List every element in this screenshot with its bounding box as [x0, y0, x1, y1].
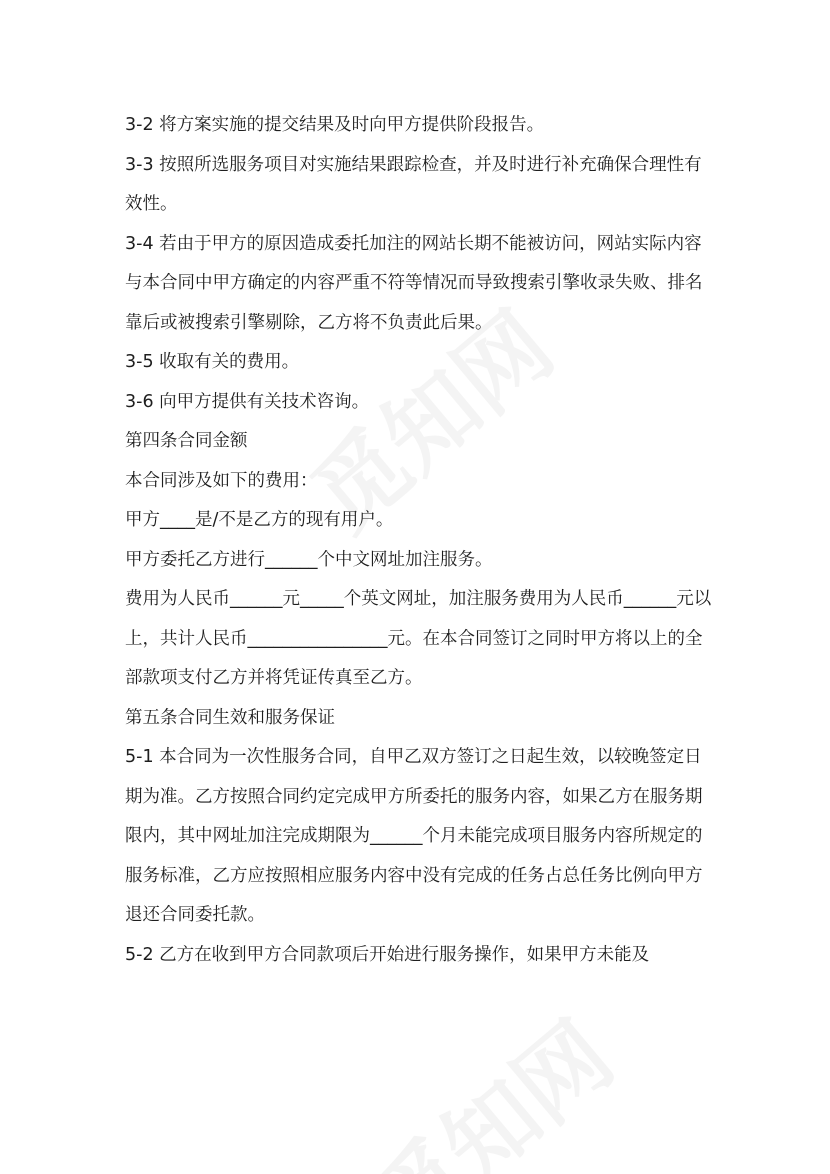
paragraph-5-2: 5-2 乙方在收到甲方合同款项后开始进行服务操作，如果甲方未能及	[125, 944, 650, 965]
paragraph-existing-user: 甲方____是/不是乙方的现有用户。	[125, 510, 394, 530]
paragraph-3-3: 3-3 按照所选服务项目对实施结果跟踪检查，并及时进行补充确保合理性有效性。	[125, 154, 702, 214]
paragraph-fee-amount: 费用为人民币______元_____个英文网址，加注服务费用为人民币______元以上，共计人民币________________元。在本合同签订之同时甲方将以上的全部款项支付乙方并将凭证传真至乙方。	[125, 589, 712, 688]
paragraph-fees-intro: 本合同涉及如下的费用：	[125, 470, 318, 491]
paragraph-3-4: 3-4 若由于甲方的原因造成委托加注的网站长期不能被访问，网站实际内容与本合同中甲方确定的内容严重不符等情况而导致搜索引擎收录失败、排名靠后或被搜索引擎剔除，乙方将不负责此后果。	[125, 233, 703, 333]
paragraph-5-1: 5-1 本合同为一次性服务合同，自甲乙双方签订之日起生效，以较晚签定日期为准。乙方按照合同约定完成甲方所委托的服务内容，如果乙方在服务期限内，其中网址加注完成期限为______个月未能完成项目服务内容所规定的服务标准，乙方应按照相应服务内容中没有完成的任务占总任务比例向甲方退还合同委托款。	[125, 747, 703, 925]
watermark	[340, 987, 636, 1174]
paragraph-3-6: 3-6 向甲方提供有关技术咨询。	[125, 391, 370, 412]
paragraph-chinese-url-service: 甲方委托乙方进行______个中文网址加注服务。	[125, 549, 493, 570]
paragraph-3-5: 3-5 收取有关的费用。	[125, 352, 300, 372]
section-heading-article-5: 第五条合同生效和服务保证	[125, 707, 335, 728]
paragraph-3-2: 3-2 将方案实施的提交结果及时向甲方提供阶段报告。	[125, 115, 545, 135]
document-body	[125, 106, 715, 975]
section-heading-article-4: 第四条合同金额	[125, 431, 248, 451]
